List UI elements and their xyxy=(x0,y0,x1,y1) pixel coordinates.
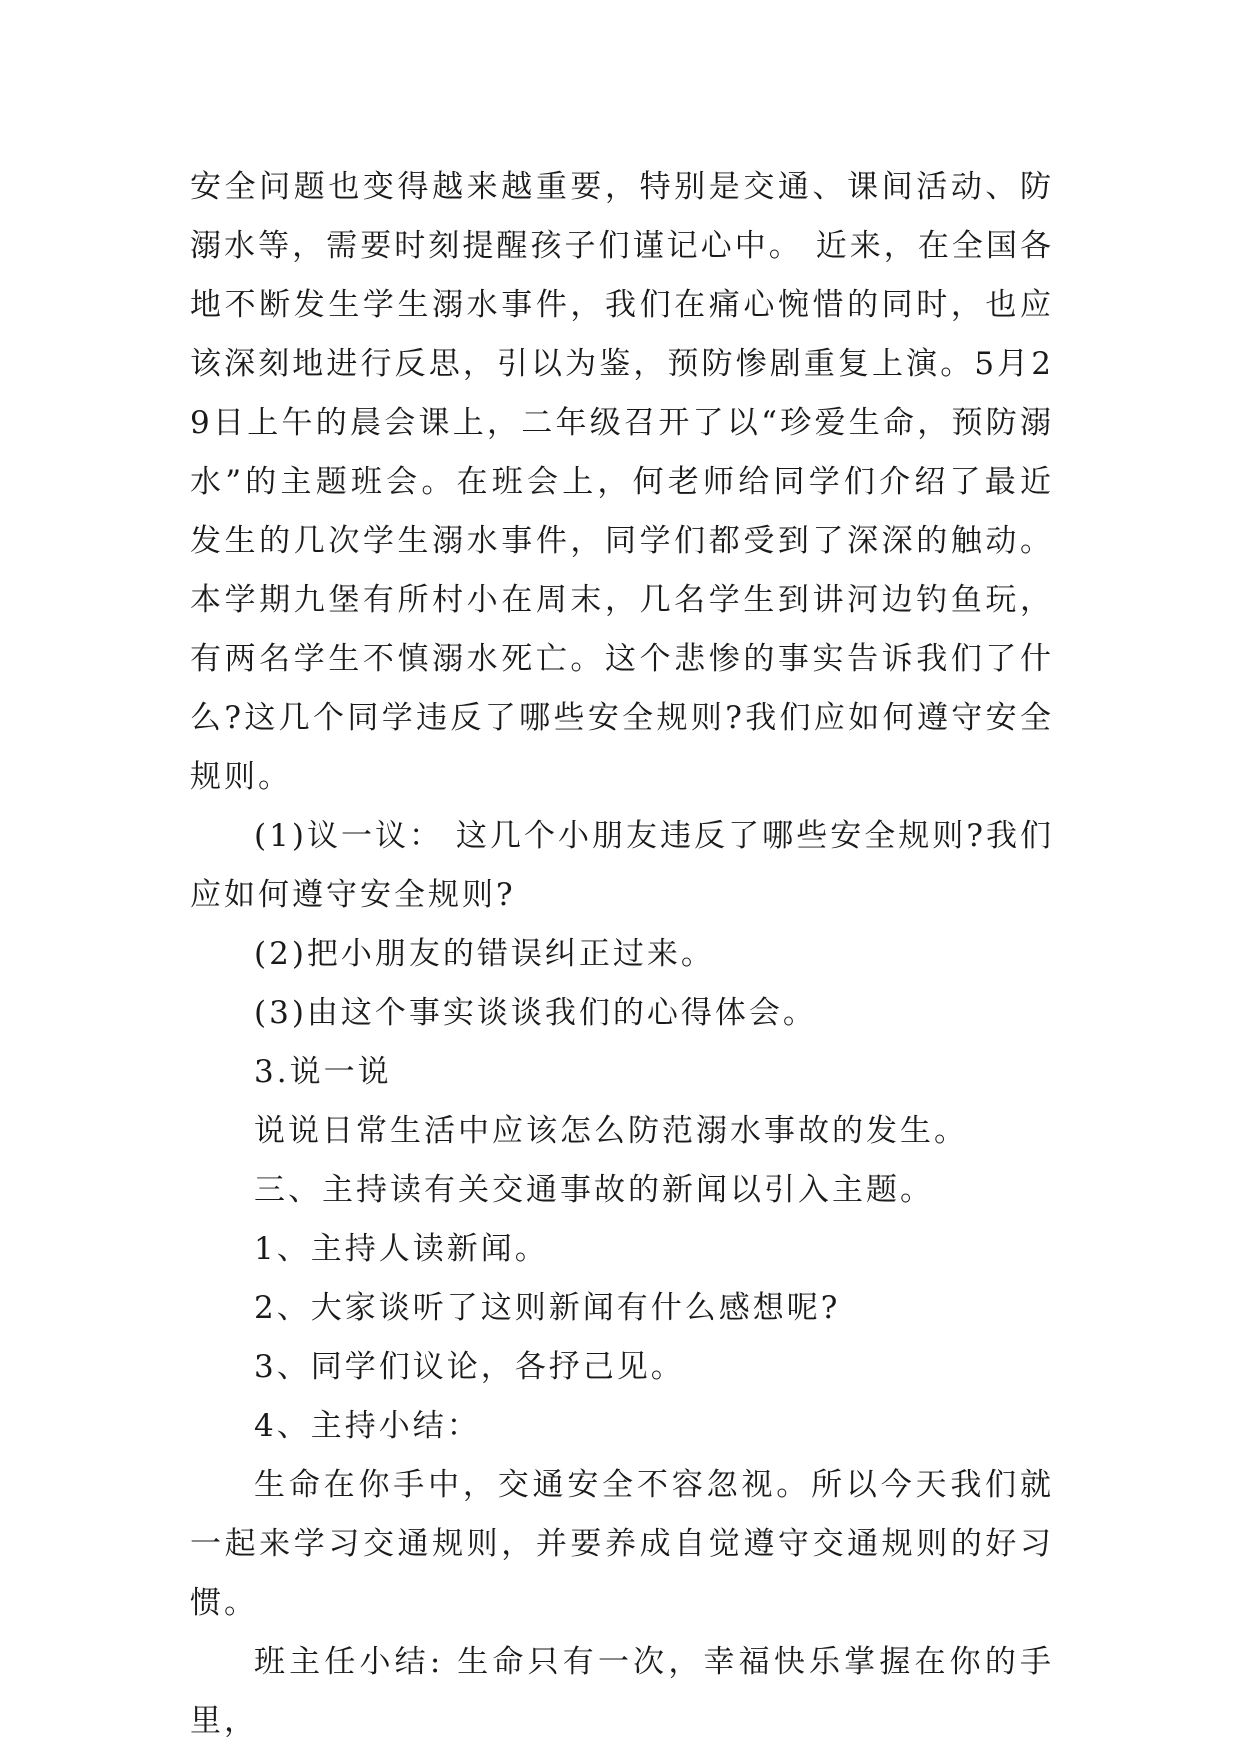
list-item-4: 4、主持小结： xyxy=(254,1408,481,1444)
list-item-2: 2、大家谈听了这则新闻有什么感想呢? xyxy=(254,1290,841,1326)
paragraph-correct-mistakes: (2)把小朋友的错误纠正过来。 xyxy=(254,936,715,972)
list-item-1: 1、主持人读新闻。 xyxy=(254,1231,549,1267)
document-body xyxy=(190,158,1054,1751)
heading-speak: 3.说一说 xyxy=(254,1054,392,1090)
paragraph-life-in-hands: 生命在你手中，交通安全不容忽视。所以今天我们就一起来学习交通规则，并要养成自觉遵守交通规则的好习惯。 xyxy=(190,1467,1054,1621)
paragraph-share-thoughts: (3)由这个事实谈谈我们的心得体会。 xyxy=(254,995,817,1031)
paragraph-teacher-summary: 班主任小结: 生命只有一次，幸福快乐掌握在你的手里， xyxy=(190,1644,1054,1739)
list-item-3: 3、同学们议论，各抒己见。 xyxy=(254,1349,685,1385)
heading-section-three: 三、主持读有关交通事故的新闻以引入主题。 xyxy=(254,1172,934,1208)
paragraph-prevent-drowning: 说说日常生活中应该怎么防范溺水事故的发生。 xyxy=(254,1113,968,1149)
paragraph-safety-intro: 安全问题也变得越来越重要，特别是交通、课间活动、防溺水等，需要时刻提醒孩子们谨记心中。 近来，在全国各地不断发生学生溺水事件，我们在痛心惋惜的同时，也应该深刻地进行反思，引以为鉴，预防惨剧重复上演。5月29日上午的晨会课上，二年级召开了以“珍爱生命，预防溺水”的主题班会。在班会上，何老师给同学们介绍了最近发生的几次学生溺水事件，同学们都受到了深深的触动。本学期九堡有所村小在周末，几名学生到讲河边钓鱼玩，有两名学生不慎溺水死亡。这个悲惨的事实告诉我们了什么?这几个同学违反了哪些安全规则?我们应如何遵守安全规则。 xyxy=(190,169,1054,795)
paragraph-discuss: (1)议一议： 这几个小朋友违反了哪些安全规则?我们应如何遵守安全规则? xyxy=(190,818,1054,913)
